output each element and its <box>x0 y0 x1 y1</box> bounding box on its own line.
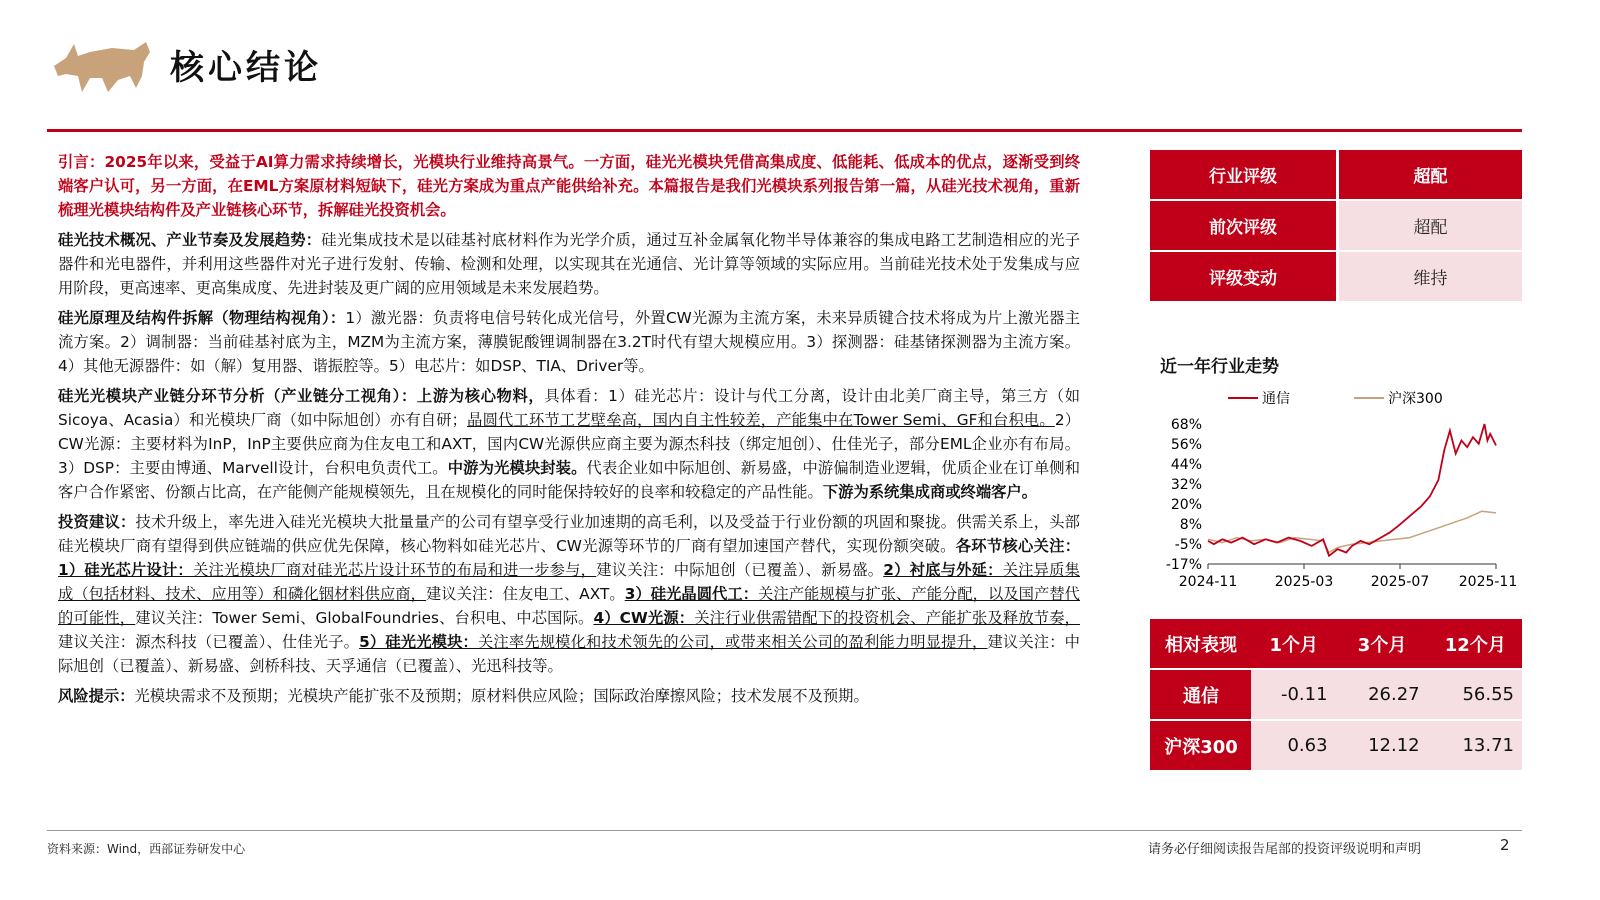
table-cell: 26.27 <box>1336 670 1428 719</box>
paragraph-industry-chain <box>58 384 1080 504</box>
column-header: 1个月 <box>1251 619 1336 668</box>
y-tick-label: 20% <box>1170 497 1202 513</box>
downstream-heading: 下游为系统集成商或终端客户。 <box>822 483 1038 501</box>
source-note: 资料来源：Wind，西部证券研发中心 <box>47 842 246 856</box>
rating-value: 超配 <box>1339 150 1522 199</box>
table-cell: 0.63 <box>1251 721 1336 770</box>
y-tick-label: -17% <box>1165 557 1202 573</box>
focus-heading: 各环节核心关注： <box>955 537 1080 555</box>
bull-logo-icon <box>52 36 152 94</box>
underlined-text: 关注行业供需错配下的投资机会、产能扩张及释放节奏， <box>694 609 1080 627</box>
performance-table <box>1150 617 1522 772</box>
section-heading: 投资建议： <box>58 513 136 531</box>
paragraph-structure <box>58 306 1080 378</box>
y-tick-label: 8% <box>1179 517 1202 533</box>
table-cell: 12.12 <box>1336 721 1428 770</box>
recommendation: 建议关注：Tower Semi、GlobalFoundries、台积电、中芯国际。 <box>135 609 594 627</box>
rating-table <box>1150 148 1522 303</box>
x-tick-label: 2025-11 <box>1458 574 1518 590</box>
section-body: 硅光集成技术是以硅基衬底材料作为光学介质，通过互补金属氧化物半导体兼容的集成电路工艺制造相应的光子器件和光电器件，并利用这些器件对光子进行发射、传输、检测和处理，以实现其在光通信、光计算等领域的实际应用。当前硅光技术处于发集成与应用阶段，更高速率、更高集成度、先进封装及更广阔的应用领域是未来发展趋势。 <box>58 231 1080 297</box>
y-tick-label: 56% <box>1170 437 1202 453</box>
y-tick-label: -5% <box>1174 537 1202 553</box>
focus-item-heading: 2）衬底与外延： <box>883 561 1003 579</box>
y-tick-label: 68% <box>1170 417 1202 433</box>
column-header: 3个月 <box>1336 619 1428 668</box>
paragraph-investment <box>58 510 1080 678</box>
section-heading: 硅光技术概况、产业节奏及发展趋势： <box>58 231 322 249</box>
table-row <box>1150 670 1522 719</box>
section-heading: 风险提示： <box>58 687 135 705</box>
column-header: 相对表现 <box>1150 619 1251 668</box>
header-divider <box>47 129 1522 132</box>
legend-label: 沪深300 <box>1388 391 1443 407</box>
rating-key: 前次评级 <box>1150 201 1339 250</box>
paragraph-tech-overview <box>58 228 1080 300</box>
page-title: 核心结论 <box>170 48 322 88</box>
trend-chart <box>1150 380 1522 595</box>
section-body: 2）CW光源：主要材料为InP，InP主要供应商为住友电工和AXT，国内CW光源供应商主要为源杰科技（绑定旭创）、仕佳光子，部分EML企业亦有布局。3）DSP：主要由博通、Marvell设计，台积电负责代工。 <box>58 411 1081 477</box>
midstream-heading: 中游为光模块封装。 <box>447 459 587 477</box>
row-label: 通信 <box>1150 670 1251 719</box>
recommendation: 建议关注：中际旭创（已覆盖）、新易盛、剑桥科技、天孚通信（已覆盖）、光迅科技等。 <box>58 633 1080 675</box>
underlined-text: 关注产能规模与扩张、产能分配，以及国产替代的可能性， <box>58 585 1080 627</box>
recommendation: 建议关注：住友电工、AXT。 <box>425 585 625 603</box>
row-label: 沪深300 <box>1150 721 1251 770</box>
rating-value: 维持 <box>1339 252 1522 301</box>
paragraph-risk <box>58 684 1080 708</box>
underlined-text: 晶圆代工环节工艺壁垒高，国内自主性较差，产能集中在Tower Semi、GF和台积电。 <box>466 411 1055 429</box>
underlined-text: 关注率先规模化和技术领先的公司，或带来相关公司的盈利能力明显提升， <box>477 633 988 651</box>
focus-item-heading: 1）硅光芯片设计： <box>58 561 193 579</box>
y-tick-label: 44% <box>1170 457 1202 473</box>
focus-item-heading: 5）硅光光模块： <box>359 633 478 651</box>
chart-title: 近一年行业走势 <box>1160 357 1279 377</box>
section-body: 技术升级上，率先进入硅光光模块大批量量产的公司有望享受行业加速期的高毛利，以及受益于行业份额的巩固和聚拢。供需关系上，头部硅光模块厂商有望得到供应链端的供应优先保障，核心物料如硅光芯片、CW光源等环节的厂商有望加速国产替代，实现份额突破。 <box>58 513 1080 555</box>
section-body: 1）激光器：负责将电信号转化成光信号，外置CW光源为主流方案，未来异质键合技术将成为片上激光器主流方案。2）调制器：当前硅基衬底为主，MZM为主流方案，薄膜铌酸锂调制器在3.2T时代有望大规模应用。3）探测器：硅基锗探测器为主流方案。4）其他无源器件：如（解）复用器、谐振腔等。5）电芯片：如DSP、TIA、Driver等。 <box>58 309 1080 375</box>
section-heading: 硅光光模块产业链分环节分析（产业链分工视角）：上游为核心物料， <box>58 387 545 405</box>
section-heading: 硅光原理及结构件拆解（物理结构视角）： <box>58 309 346 327</box>
focus-item-heading: 4）CW光源： <box>593 609 695 627</box>
y-tick-label: 32% <box>1170 477 1202 493</box>
table-row <box>1150 721 1522 770</box>
legend-label: 通信 <box>1262 391 1290 407</box>
rating-key: 行业评级 <box>1150 150 1339 199</box>
x-tick-label: 2024-11 <box>1178 574 1238 590</box>
column-header: 12个月 <box>1428 619 1522 668</box>
underlined-text: 关注异质集成（包括材料、技术、应用等）和磷化铟材料供应商， <box>58 561 1080 603</box>
table-cell: 56.55 <box>1428 670 1522 719</box>
recommendation: 建议关注：源杰科技（已覆盖）、仕佳光子。 <box>58 633 360 651</box>
main-content <box>58 150 1080 714</box>
underlined-text: 关注光模块厂商对硅光芯片设计环节的布局和进一步参与， <box>192 561 597 579</box>
table-cell: -0.11 <box>1251 670 1336 719</box>
page-number: 2 <box>1500 836 1510 854</box>
focus-item-heading: 3）硅光晶圆代工： <box>624 585 759 603</box>
section-body: 具体看：1）硅光芯片：设计与代工分离，设计由北美厂商主导，第三方（如Sicoya、Acasia）和光模块厂商（如中际旭创）亦有自研； <box>58 387 1080 429</box>
section-body: 代表企业如中际旭创、新易盛，中游偏制造业逻辑，优质企业在订单侧和客户合作紧密、份额占比高，在产能侧产能规模领先，且在规模化的同时能保持较好的良率和较稳定的产品性能。 <box>58 459 1080 501</box>
chart-legend <box>1228 391 1443 407</box>
series-line-telecom <box>1208 424 1496 556</box>
recommendation: 建议关注：中际旭创（已覆盖）、新易盛。 <box>596 561 884 579</box>
rating-row <box>1150 201 1522 250</box>
x-tick-label: 2025-07 <box>1370 574 1430 590</box>
intro-paragraph: 引言：2025年以来，受益于AI算力需求持续增长，光模块行业维持高景气。一方面，硅光光模块凭借高集成度、低能耗、低成本的优点，逐渐受到终端客户认可，另一方面，在EML方案原材料短缺下，硅光方案成为重点产能供给补充。本篇报告是我们光模块系列报告第一篇，从硅光技术视角，重新梳理光模块结构件及产业链核心环节，拆解硅光投资机会。 <box>58 153 1080 219</box>
table-cell: 13.71 <box>1428 721 1522 770</box>
footer-divider <box>47 830 1522 831</box>
rating-value: 超配 <box>1339 201 1522 250</box>
disclaimer: 请务必仔细阅读报告尾部的投资评级说明和声明 <box>1148 842 1422 857</box>
rating-key: 评级变动 <box>1150 252 1339 301</box>
rating-row <box>1150 150 1522 199</box>
rating-row <box>1150 252 1522 301</box>
section-body: 光模块需求不及预期；光模块产能扩张不及预期；原材料供应风险；国际政治摩擦风险；技术发展不及预期。 <box>134 687 869 705</box>
table-header-row <box>1150 619 1522 668</box>
x-tick-label: 2025-03 <box>1274 574 1334 590</box>
